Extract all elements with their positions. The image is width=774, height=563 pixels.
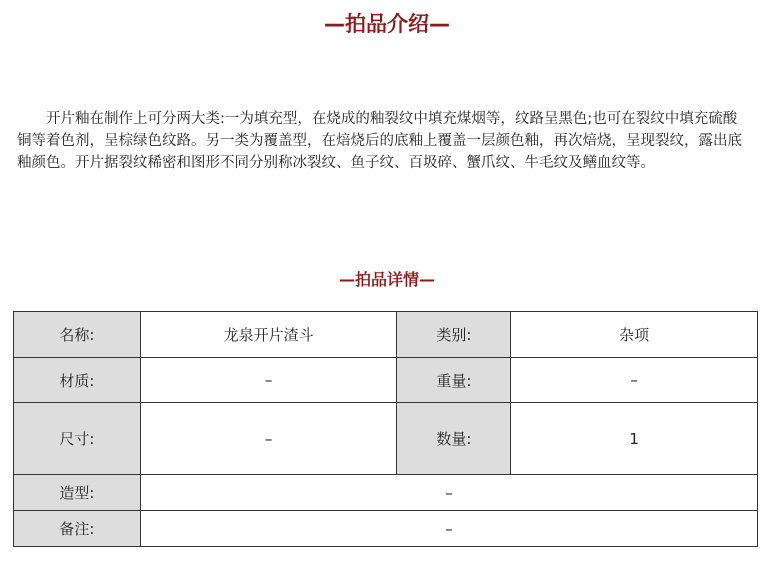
details-table	[13, 311, 758, 547]
table-row	[14, 358, 758, 403]
shape-label: 造型:	[14, 475, 141, 511]
category-value: 杂项	[511, 312, 758, 358]
table-row	[14, 475, 758, 511]
notes-value: –	[140, 511, 757, 547]
intro-paragraph: 开片釉在制作上可分两大类:一为填充型，在烧成的釉裂纹中填充煤烟等，纹路呈黑色;也可在裂纹中填充硫酸铜等着色剂，呈棕绿色纹路。另一类为覆盖型，在焙烧后的底釉上覆盖一层颜色釉，再次焙烧，呈现裂纹，露出底釉颜色。开片据裂纹稀密和图形不同分别称冰裂纹、鱼子纹、百圾碎、蟹爪纹、牛毛纹及鳝血纹等。	[17, 111, 742, 171]
size-value: –	[140, 403, 397, 475]
category-label: 类别:	[397, 312, 511, 358]
quantity-value: 1	[511, 403, 758, 475]
material-label: 材质:	[14, 358, 141, 403]
table-row	[14, 312, 758, 358]
weight-label: 重量:	[397, 358, 511, 403]
notes-label: 备注:	[14, 511, 141, 547]
page-title: —拍品介绍—	[324, 12, 450, 36]
weight-value: –	[511, 358, 758, 403]
table-row	[14, 511, 758, 547]
name-label: 名称:	[14, 312, 141, 358]
size-label: 尺寸:	[14, 403, 141, 475]
table-row	[14, 403, 758, 475]
quantity-label: 数量:	[397, 403, 511, 475]
shape-value: –	[140, 475, 757, 511]
name-value: 龙泉开片渣斗	[140, 312, 397, 358]
material-value: –	[140, 358, 397, 403]
details-title: —拍品详情—	[338, 270, 435, 289]
